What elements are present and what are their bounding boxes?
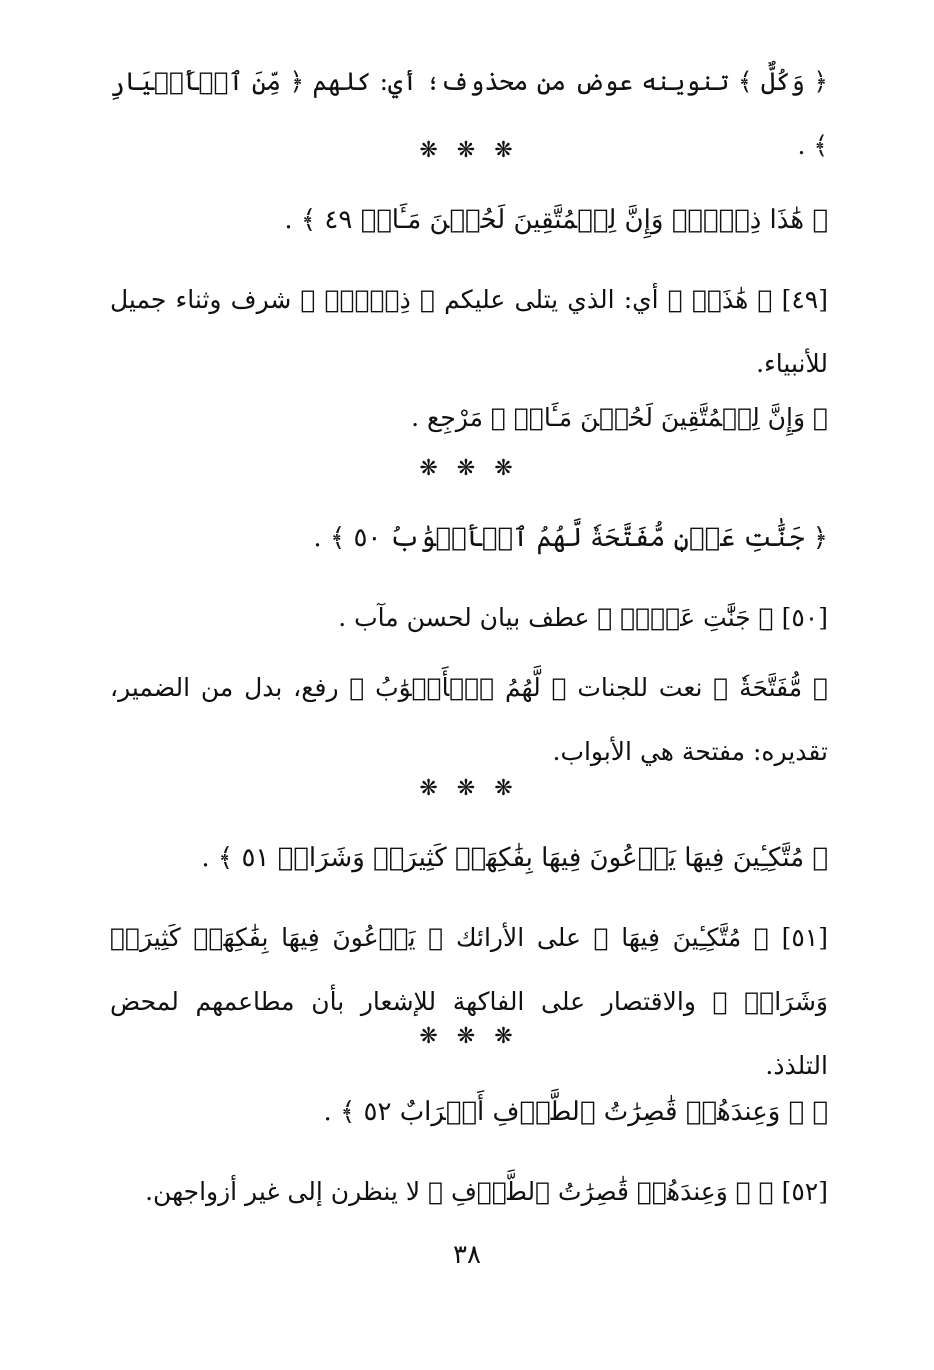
commentary-51: [٥١] ﴿ مُتَّكِـِٔينَ فِيهَا ﴾ على الأرائك ﴿ يَدۡعُونَ فِيهَا بِفَٰكِهَةٖ كَثِيرَةٖ وَشَرَابٖ ﴾ والاقتصار على الفاكهة للإشعار بأن مطاعمهم لمحض التلذذ. xyxy=(110,923,828,1080)
commentary-52: [٥٢] ﴿ ۞ وَعِندَهُمۡ قَٰصِرَٰتُ ٱلطَّرۡفِ ﴾ لا ينظرن إلى غير أزواجهن. xyxy=(145,1177,828,1206)
commentary-line-1: ﴿ وَكُلٌّ ﴾ تنوينه عوض من محذوف؛ أي: كلهم ﴿ مِّنَ ٱلۡأَخۡيَارِ ﴾ . xyxy=(110,67,828,160)
separator-asterisks-4: ❋ ❋ ❋ xyxy=(419,1024,519,1049)
separator-asterisks-3: ❋ ❋ ❋ xyxy=(419,776,519,801)
verse-52: ﴿ ۞ وَعِندَهُمۡ قَٰصِرَٰتُ ٱلطَّرۡفِ أَتۡرَابٌ ٥٢ ﴾ . xyxy=(323,1097,828,1127)
commentary-50: [٥٠] ﴿ جَنَّٰتِ عَدۡنٖ ﴾ عطف بيان لحسن مآب . xyxy=(338,603,828,632)
verse-49: ﴿ هَٰذَا ذِكۡرٌۚ وَإِنَّ لِلۡمُتَّقِينَ لَحُسۡنَ مَـَٔابٖ ٤٩ ﴾ . xyxy=(284,205,828,235)
commentary-50-continued: ﴿ مُّفَتَّحَةٗ ﴾ نعت للجنات ﴿ لَّهُمُ ٱلۡأَبۡوَٰبُ ﴾ رفع، بدل من الضمير، تقديره: مفتحة هي الأبواب. xyxy=(110,673,828,766)
verse-50: ﴿ جَنَّٰتِ عَدۡنٖ مُّفَتَّحَةٗ لَّهُمُ ٱلۡأَبۡوَٰبُ ٥٠ ﴾ . xyxy=(313,523,828,553)
separator-asterisks-1: ❋ ❋ ❋ xyxy=(419,138,519,163)
commentary-49-continued: ﴿ وَإِنَّ لِلۡمُتَّقِينَ لَحُسۡنَ مَـَٔابٖ ﴾ مَرْجِع . xyxy=(411,403,828,432)
separator-asterisks-2: ❋ ❋ ❋ xyxy=(419,456,519,481)
verse-51: ﴿ مُتَّكِـِٔينَ فِيهَا يَدۡعُونَ فِيهَا بِفَٰكِهَةٖ كَثِيرَةٖ وَشَرَابٖ ٥١ ﴾ . xyxy=(201,843,828,873)
page-number: ٣٨ xyxy=(453,1240,481,1270)
commentary-49: [٤٩] ﴿ هَٰذَاۚ ﴾ أي: الذي يتلى عليكم ﴿ ذِكۡرٌۚ ﴾ شرف وثناء جميل للأنبياء. xyxy=(110,285,828,378)
